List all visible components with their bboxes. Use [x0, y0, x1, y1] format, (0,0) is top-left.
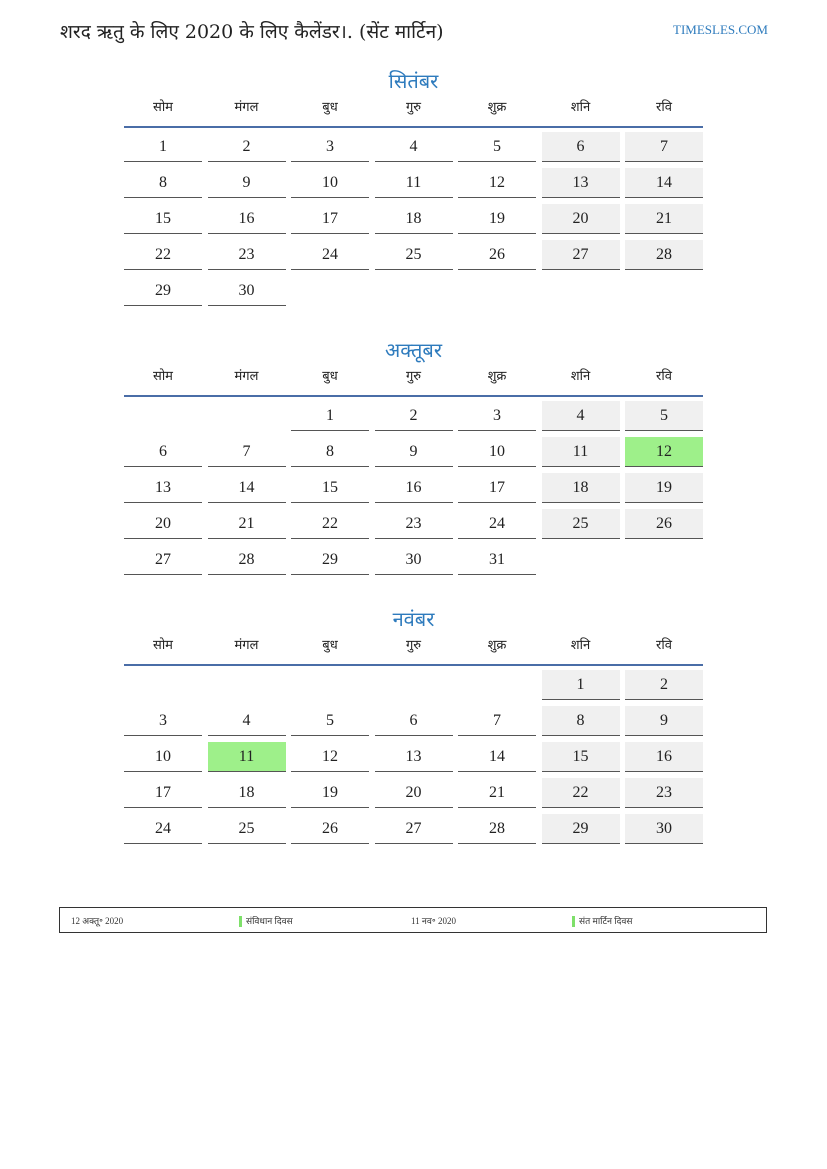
day-cell: 27 [124, 545, 202, 575]
holiday-legend [59, 907, 767, 933]
day-cell: 13 [375, 742, 453, 772]
day-grid [124, 401, 703, 581]
day-cell: 12 [458, 168, 536, 198]
day-cell: 4 [542, 401, 620, 431]
day-cell: 16 [625, 742, 703, 772]
day-cell: 26 [291, 814, 369, 844]
day-cell: 31 [458, 545, 536, 575]
day-cell: 17 [458, 473, 536, 503]
weekday-tue: मंगल [234, 369, 259, 384]
day-cell: 2 [375, 401, 453, 431]
weekday-sat: शनि [570, 100, 591, 115]
day-cell: 3 [458, 401, 536, 431]
legend-item [572, 915, 633, 927]
legend-date: 12 अक्तू॰ 2020 [71, 916, 124, 926]
weekday-sun: रवि [656, 100, 672, 115]
day-cell: 16 [375, 473, 453, 503]
day-cell: 12 [625, 437, 703, 467]
day-cell: 29 [291, 545, 369, 575]
day-cell: 28 [208, 545, 286, 575]
day-cell: 11 [542, 437, 620, 467]
weekday-thu: गुरु [405, 369, 422, 384]
weekday-mon: सोम [153, 369, 173, 384]
weekday-wed: बुध [322, 369, 338, 384]
day-cell: 25 [542, 509, 620, 539]
weekday-header [124, 636, 703, 666]
weekday-mon: सोम [153, 100, 173, 115]
day-cell: 21 [458, 778, 536, 808]
page-title: शरद ऋतु के लिए 2020 के लिए कैलेंडर।. (सेंट मार्टिन) [60, 21, 444, 43]
day-cell: 19 [625, 473, 703, 503]
weekday-header [124, 98, 703, 128]
day-cell: 21 [208, 509, 286, 539]
day-cell: 10 [458, 437, 536, 467]
day-cell: 30 [375, 545, 453, 575]
page-header [60, 18, 768, 48]
month-title: नवंबर [392, 607, 435, 631]
day-cell: 30 [208, 276, 286, 306]
weekday-fri: शुक्र [487, 369, 507, 384]
day-cell: 8 [291, 437, 369, 467]
day-cell: 5 [458, 132, 536, 162]
day-cell: 5 [291, 706, 369, 736]
day-cell: 15 [291, 473, 369, 503]
day-cell: 27 [542, 240, 620, 270]
day-cell: 20 [375, 778, 453, 808]
day-cell: 14 [625, 168, 703, 198]
day-cell: 18 [375, 204, 453, 234]
day-cell: 24 [458, 509, 536, 539]
day-cell: 22 [291, 509, 369, 539]
day-cell: 15 [542, 742, 620, 772]
day-cell: 9 [375, 437, 453, 467]
month-november [124, 602, 703, 850]
month-october [124, 333, 703, 581]
day-cell: 28 [625, 240, 703, 270]
day-cell: 4 [375, 132, 453, 162]
month-title: अक्तूबर [385, 338, 442, 362]
day-cell: 17 [124, 778, 202, 808]
day-cell: 18 [542, 473, 620, 503]
weekday-sat: शनि [570, 638, 591, 653]
day-cell: 15 [124, 204, 202, 234]
month-september [124, 64, 703, 312]
legend-holiday-name: संत मार्टिन दिवस [579, 916, 633, 926]
day-cell: 26 [625, 509, 703, 539]
weekday-mon: सोम [153, 638, 173, 653]
day-cell: 2 [208, 132, 286, 162]
day-cell: 3 [124, 706, 202, 736]
day-cell: 28 [458, 814, 536, 844]
day-cell: 1 [124, 132, 202, 162]
day-cell: 24 [124, 814, 202, 844]
legend-holiday-name: संविधान दिवस [246, 916, 293, 926]
day-grid [124, 132, 703, 312]
legend-date: 11 नव॰ 2020 [411, 916, 456, 926]
month-title: सितंबर [388, 69, 439, 93]
day-cell: 19 [291, 778, 369, 808]
day-cell: 9 [625, 706, 703, 736]
day-cell: 29 [542, 814, 620, 844]
day-cell: 30 [625, 814, 703, 844]
weekday-thu: गुरु [405, 638, 422, 653]
weekday-wed: बुध [322, 100, 338, 115]
weekday-sun: रवि [656, 369, 672, 384]
day-cell: 8 [124, 168, 202, 198]
weekday-fri: शुक्र [487, 638, 507, 653]
day-cell: 20 [542, 204, 620, 234]
day-cell: 19 [458, 204, 536, 234]
day-cell: 6 [542, 132, 620, 162]
day-cell: 1 [291, 401, 369, 431]
day-cell: 11 [375, 168, 453, 198]
day-cell: 26 [458, 240, 536, 270]
day-cell: 8 [542, 706, 620, 736]
weekday-wed: बुध [322, 638, 338, 653]
day-cell: 7 [458, 706, 536, 736]
day-cell: 20 [124, 509, 202, 539]
day-cell: 12 [291, 742, 369, 772]
day-cell: 6 [375, 706, 453, 736]
day-cell: 10 [291, 168, 369, 198]
day-cell: 14 [208, 473, 286, 503]
day-cell: 22 [124, 240, 202, 270]
day-cell: 21 [625, 204, 703, 234]
day-cell: 27 [375, 814, 453, 844]
day-cell: 16 [208, 204, 286, 234]
site-link[interactable]: TIMESLES.COM [673, 22, 768, 37]
weekday-fri: शुक्र [487, 100, 507, 115]
legend-item [239, 915, 293, 927]
day-cell: 3 [291, 132, 369, 162]
day-cell: 13 [124, 473, 202, 503]
day-cell: 9 [208, 168, 286, 198]
weekday-sun: रवि [656, 638, 672, 653]
day-grid [124, 670, 703, 850]
day-cell: 22 [542, 778, 620, 808]
day-cell: 23 [208, 240, 286, 270]
day-cell: 25 [208, 814, 286, 844]
weekday-tue: मंगल [234, 638, 259, 653]
day-cell: 10 [124, 742, 202, 772]
day-cell: 7 [625, 132, 703, 162]
day-cell: 23 [375, 509, 453, 539]
day-cell: 14 [458, 742, 536, 772]
day-cell: 23 [625, 778, 703, 808]
day-cell: 17 [291, 204, 369, 234]
day-cell: 18 [208, 778, 286, 808]
day-cell: 4 [208, 706, 286, 736]
holiday-marker [572, 916, 575, 927]
weekday-tue: मंगल [234, 100, 259, 115]
day-cell: 11 [208, 742, 286, 772]
day-cell: 6 [124, 437, 202, 467]
day-cell: 29 [124, 276, 202, 306]
day-cell: 13 [542, 168, 620, 198]
day-cell: 24 [291, 240, 369, 270]
weekday-header [124, 367, 703, 397]
day-cell: 5 [625, 401, 703, 431]
weekday-sat: शनि [570, 369, 591, 384]
holiday-marker [239, 916, 242, 927]
day-cell: 1 [542, 670, 620, 700]
day-cell: 25 [375, 240, 453, 270]
day-cell: 7 [208, 437, 286, 467]
day-cell: 2 [625, 670, 703, 700]
weekday-thu: गुरु [405, 100, 422, 115]
